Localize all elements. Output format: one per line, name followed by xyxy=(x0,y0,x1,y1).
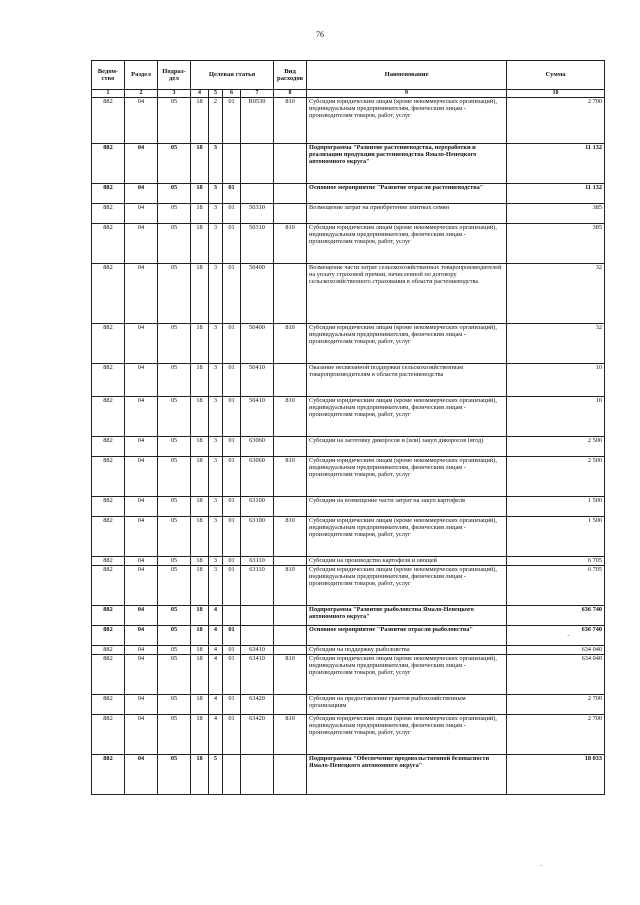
cell-target-4: 50400 xyxy=(241,324,274,364)
budget-table xyxy=(91,60,605,795)
cell-expense-type xyxy=(274,437,307,457)
cell-ministry: 882 xyxy=(92,457,125,497)
cell-target-2: 3 xyxy=(209,557,223,566)
cell-target-3: 01 xyxy=(223,224,241,264)
cell-section: 04 xyxy=(125,606,158,626)
cell-target-4: 63060 xyxy=(241,437,274,457)
cell-target-2: 3 xyxy=(209,324,223,364)
page-number: 76 xyxy=(316,30,324,39)
cell-target-3 xyxy=(223,755,241,795)
cell-target-4: 63410 xyxy=(241,655,274,695)
cell-ministry: 882 xyxy=(92,144,125,184)
table-row xyxy=(92,204,605,224)
cell-expense-type: 810 xyxy=(274,397,307,437)
cell-sum: 636 740 xyxy=(507,626,605,646)
cell-subsection: 05 xyxy=(158,224,191,264)
cell-target-1: 18 xyxy=(191,517,209,557)
cell-name: Субсидии юридическим лицам (кроме некоммерческих организаций), индивидуальным предпринимателям, физическим лицам - производителям товаров, работ, услуг xyxy=(307,655,507,695)
cell-sum: 32 xyxy=(507,324,605,364)
cell-target-1: 18 xyxy=(191,98,209,144)
cell-subsection: 05 xyxy=(158,497,191,517)
cell-ministry: 882 xyxy=(92,646,125,655)
column-number: 3 xyxy=(158,90,191,98)
column-number-row xyxy=(92,90,605,98)
cell-target-3: 01 xyxy=(223,695,241,715)
cell-target-1: 18 xyxy=(191,457,209,497)
cell-ministry: 882 xyxy=(92,715,125,755)
cell-ministry: 882 xyxy=(92,497,125,517)
cell-sum: 18 033 xyxy=(507,755,605,795)
column-number: 6 xyxy=(223,90,241,98)
cell-target-1: 18 xyxy=(191,646,209,655)
cell-expense-type xyxy=(274,646,307,655)
cell-sum: 636 740 xyxy=(507,606,605,626)
cell-target-2: 3 xyxy=(209,497,223,517)
cell-target-3: 01 xyxy=(223,397,241,437)
cell-ministry: 882 xyxy=(92,755,125,795)
cell-name: Основное мероприятие "Развитие отрасли растениеводства" xyxy=(307,184,507,204)
column-number: 10 xyxy=(507,90,605,98)
cell-target-4: 50400 xyxy=(241,264,274,324)
cell-sum: 385 xyxy=(507,224,605,264)
cell-section: 04 xyxy=(125,457,158,497)
column-number: 2 xyxy=(125,90,158,98)
table-row xyxy=(92,695,605,715)
cell-target-2: 4 xyxy=(209,626,223,646)
cell-expense-type xyxy=(274,755,307,795)
column-number: 4 xyxy=(191,90,209,98)
cell-expense-type: 810 xyxy=(274,655,307,695)
cell-expense-type xyxy=(274,364,307,397)
cell-ministry: 882 xyxy=(92,264,125,324)
cell-target-3: 01 xyxy=(223,184,241,204)
cell-subsection: 05 xyxy=(158,264,191,324)
cell-name: Оказание несвязанной поддержки сельскохозяйственным товаропроизводителям в области растениеводства xyxy=(307,364,507,397)
cell-target-2: 3 xyxy=(209,397,223,437)
cell-target-2: 4 xyxy=(209,695,223,715)
cell-name: Субсидии юридическим лицам (кроме некоммерческих организаций), индивидуальным предпринимателям, физическим лицам - производителям товаров, работ, услуг xyxy=(307,98,507,144)
cell-name: Субсидии на производство картофеля и овощей xyxy=(307,557,507,566)
column-number: 1 xyxy=(92,90,125,98)
cell-target-3: 01 xyxy=(223,204,241,224)
cell-section: 04 xyxy=(125,557,158,566)
cell-expense-type xyxy=(274,144,307,184)
cell-target-4: 50310 xyxy=(241,224,274,264)
cell-target-2: 3 xyxy=(209,517,223,557)
cell-target-3: 01 xyxy=(223,364,241,397)
table-row xyxy=(92,626,605,646)
cell-target-1: 18 xyxy=(191,264,209,324)
cell-section: 04 xyxy=(125,695,158,715)
cell-name: Субсидии на предоставление грантов рыбохозяйственным организациям xyxy=(307,695,507,715)
cell-target-1: 18 xyxy=(191,397,209,437)
cell-target-3: 01 xyxy=(223,626,241,646)
cell-sum: 2 500 xyxy=(507,437,605,457)
cell-subsection: 05 xyxy=(158,557,191,566)
cell-target-2: 4 xyxy=(209,646,223,655)
table-row xyxy=(92,606,605,626)
cell-target-2: 5 xyxy=(209,755,223,795)
header-ministry: Ведом-ство xyxy=(92,61,125,90)
cell-expense-type xyxy=(274,606,307,626)
cell-name: Субсидии на заготовку дикоросов и (или) закуп дикоросов (ягод) xyxy=(307,437,507,457)
table-row xyxy=(92,557,605,566)
table-row xyxy=(92,98,605,144)
cell-target-3: 01 xyxy=(223,557,241,566)
cell-section: 04 xyxy=(125,566,158,606)
cell-sum: 2 500 xyxy=(507,457,605,497)
cell-sum: 11 132 xyxy=(507,184,605,204)
cell-ministry: 882 xyxy=(92,184,125,204)
cell-ministry: 882 xyxy=(92,324,125,364)
cell-subsection: 05 xyxy=(158,437,191,457)
cell-target-1: 18 xyxy=(191,437,209,457)
cell-section: 04 xyxy=(125,264,158,324)
cell-section: 04 xyxy=(125,364,158,397)
cell-target-3: 01 xyxy=(223,646,241,655)
cell-target-2: 3 xyxy=(209,566,223,606)
cell-section: 04 xyxy=(125,517,158,557)
cell-ministry: 882 xyxy=(92,224,125,264)
cell-sum: 1 500 xyxy=(507,517,605,557)
cell-name: Субсидии юридическим лицам (кроме некоммерческих организаций), индивидуальным предпринимателям, физическим лицам - производителям товаров, работ, услуг xyxy=(307,517,507,557)
cell-section: 04 xyxy=(125,715,158,755)
cell-subsection: 05 xyxy=(158,397,191,437)
cell-target-4: 63110 xyxy=(241,566,274,606)
cell-target-4: 63060 xyxy=(241,457,274,497)
cell-section: 04 xyxy=(125,497,158,517)
cell-section: 04 xyxy=(125,397,158,437)
cell-name: Возмещение части затрат сельскохозяйственных товаропроизводителей на уплату страховой премии, начисленной по договору сельскохозяйственного страхования в области растениеводства xyxy=(307,264,507,324)
scan-speck: · xyxy=(540,862,543,870)
cell-target-2: 2 xyxy=(209,98,223,144)
cell-expense-type xyxy=(274,626,307,646)
cell-subsection: 05 xyxy=(158,457,191,497)
cell-ministry: 882 xyxy=(92,566,125,606)
table-row xyxy=(92,437,605,457)
cell-subsection: 05 xyxy=(158,517,191,557)
cell-target-2: 4 xyxy=(209,655,223,695)
table-row xyxy=(92,517,605,557)
cell-subsection: 05 xyxy=(158,715,191,755)
cell-target-1: 18 xyxy=(191,606,209,626)
table-row xyxy=(92,715,605,755)
cell-target-4 xyxy=(241,626,274,646)
cell-section: 04 xyxy=(125,204,158,224)
header-target-article: Целевая статья xyxy=(191,61,274,90)
cell-subsection: 05 xyxy=(158,324,191,364)
header-sum: Сумма xyxy=(507,61,605,90)
cell-target-3: 01 xyxy=(223,715,241,755)
cell-section: 04 xyxy=(125,144,158,184)
cell-sum: 6 705 xyxy=(507,557,605,566)
cell-target-1: 18 xyxy=(191,695,209,715)
cell-target-4: 50410 xyxy=(241,364,274,397)
cell-section: 04 xyxy=(125,626,158,646)
cell-name: Субсидии на поддержку рыболовства xyxy=(307,646,507,655)
cell-expense-type xyxy=(274,264,307,324)
cell-target-1: 18 xyxy=(191,184,209,204)
cell-ministry: 882 xyxy=(92,606,125,626)
cell-sum: 2 700 xyxy=(507,715,605,755)
cell-target-3: 01 xyxy=(223,497,241,517)
cell-subsection: 05 xyxy=(158,566,191,606)
table-row xyxy=(92,646,605,655)
cell-ministry: 882 xyxy=(92,98,125,144)
cell-target-4: R0530 xyxy=(241,98,274,144)
cell-target-1: 18 xyxy=(191,655,209,695)
table-row xyxy=(92,397,605,437)
cell-target-2: 4 xyxy=(209,715,223,755)
cell-target-2: 3 xyxy=(209,437,223,457)
header-row xyxy=(92,61,605,90)
table-row xyxy=(92,184,605,204)
cell-subsection: 05 xyxy=(158,755,191,795)
cell-subsection: 05 xyxy=(158,646,191,655)
scan-speck: · xyxy=(567,632,570,640)
cell-target-4: 50310 xyxy=(241,204,274,224)
cell-target-1: 18 xyxy=(191,497,209,517)
cell-expense-type xyxy=(274,695,307,715)
cell-target-2: 3 xyxy=(209,144,223,184)
cell-sum: 2 700 xyxy=(507,98,605,144)
cell-ministry: 882 xyxy=(92,364,125,397)
cell-name: Субсидии юридическим лицам (кроме некоммерческих организаций), индивидуальным предпринимателям, физическим лицам - производителям товаров, работ, услуг xyxy=(307,324,507,364)
cell-target-3: 01 xyxy=(223,517,241,557)
cell-section: 04 xyxy=(125,655,158,695)
header-subsection: Подраз-дел xyxy=(158,61,191,90)
table-row xyxy=(92,224,605,264)
table-row xyxy=(92,655,605,695)
cell-target-3: 01 xyxy=(223,566,241,606)
cell-subsection: 05 xyxy=(158,204,191,224)
cell-subsection: 05 xyxy=(158,364,191,397)
cell-sum: 10 xyxy=(507,364,605,397)
cell-name: Подпрограмма "Развитие рыболовства Ямало-Ненецкого автономного округа" xyxy=(307,606,507,626)
cell-target-1: 18 xyxy=(191,557,209,566)
cell-target-3: 01 xyxy=(223,655,241,695)
cell-subsection: 05 xyxy=(158,606,191,626)
cell-target-2: 3 xyxy=(209,204,223,224)
cell-sum: 634 040 xyxy=(507,655,605,695)
cell-target-4: 63110 xyxy=(241,557,274,566)
cell-target-2: 3 xyxy=(209,457,223,497)
cell-sum: 1 500 xyxy=(507,497,605,517)
cell-sum: 11 132 xyxy=(507,144,605,184)
cell-target-4: 63100 xyxy=(241,497,274,517)
cell-expense-type: 810 xyxy=(274,457,307,497)
cell-ministry: 882 xyxy=(92,204,125,224)
header-name: Наименование xyxy=(307,61,507,90)
cell-target-1: 18 xyxy=(191,364,209,397)
cell-expense-type: 810 xyxy=(274,517,307,557)
cell-expense-type: 810 xyxy=(274,224,307,264)
cell-target-4 xyxy=(241,606,274,626)
cell-section: 04 xyxy=(125,98,158,144)
table-row xyxy=(92,324,605,364)
cell-ministry: 882 xyxy=(92,397,125,437)
cell-target-3: 01 xyxy=(223,264,241,324)
cell-target-1: 18 xyxy=(191,224,209,264)
cell-ministry: 882 xyxy=(92,695,125,715)
cell-name: Субсидии юридическим лицам (кроме некоммерческих организаций), индивидуальным предпринимателям, физическим лицам - производителям товаров, работ, услуг xyxy=(307,566,507,606)
cell-target-1: 18 xyxy=(191,715,209,755)
cell-target-4 xyxy=(241,184,274,204)
cell-section: 04 xyxy=(125,646,158,655)
table-row xyxy=(92,755,605,795)
cell-expense-type: 810 xyxy=(274,566,307,606)
cell-target-1: 18 xyxy=(191,324,209,364)
cell-expense-type xyxy=(274,184,307,204)
cell-subsection: 05 xyxy=(158,655,191,695)
column-number: 8 xyxy=(274,90,307,98)
cell-sum: 32 xyxy=(507,264,605,324)
cell-sum: 10 xyxy=(507,397,605,437)
table-row xyxy=(92,264,605,324)
cell-target-4: 63420 xyxy=(241,695,274,715)
cell-expense-type: 810 xyxy=(274,324,307,364)
cell-target-2: 3 xyxy=(209,264,223,324)
cell-sum: 385 xyxy=(507,204,605,224)
table-row xyxy=(92,364,605,397)
cell-name: Субсидии юридическим лицам (кроме некоммерческих организаций), индивидуальным предпринимателям, физическим лицам - производителям товаров, работ, услуг xyxy=(307,397,507,437)
cell-section: 04 xyxy=(125,755,158,795)
cell-ministry: 882 xyxy=(92,655,125,695)
cell-target-1: 18 xyxy=(191,626,209,646)
cell-target-4: 63420 xyxy=(241,715,274,755)
cell-subsection: 05 xyxy=(158,626,191,646)
cell-ministry: 882 xyxy=(92,517,125,557)
cell-expense-type: 810 xyxy=(274,715,307,755)
header-section: Раздел xyxy=(125,61,158,90)
cell-expense-type: 810 xyxy=(274,98,307,144)
cell-target-3: 01 xyxy=(223,324,241,364)
cell-section: 04 xyxy=(125,224,158,264)
cell-target-2: 3 xyxy=(209,224,223,264)
cell-ministry: 882 xyxy=(92,557,125,566)
cell-target-1: 18 xyxy=(191,566,209,606)
cell-target-2: 4 xyxy=(209,606,223,626)
cell-target-1: 18 xyxy=(191,204,209,224)
cell-name: Субсидии юридическим лицам (кроме некоммерческих организаций), индивидуальным предпринимателям, физическим лицам - производителям товаров, работ, услуг xyxy=(307,224,507,264)
cell-section: 04 xyxy=(125,324,158,364)
cell-target-3 xyxy=(223,144,241,184)
cell-target-4: 63410 xyxy=(241,646,274,655)
table-row xyxy=(92,497,605,517)
cell-target-1: 18 xyxy=(191,144,209,184)
header-expense-type: Вид расходов xyxy=(274,61,307,90)
cell-expense-type xyxy=(274,497,307,517)
cell-name: Основное мероприятие "Развитие отрасли рыболовства" xyxy=(307,626,507,646)
cell-section: 04 xyxy=(125,184,158,204)
cell-target-3 xyxy=(223,606,241,626)
column-number: 7 xyxy=(241,90,274,98)
cell-target-3: 01 xyxy=(223,98,241,144)
table-row xyxy=(92,144,605,184)
cell-sum: 634 040 xyxy=(507,646,605,655)
cell-target-4 xyxy=(241,144,274,184)
cell-name: Подпрограмма "Обеспечение продовольственной безопасности Ямало-Ненецкого автономного округа" xyxy=(307,755,507,795)
cell-target-4: 63100 xyxy=(241,517,274,557)
column-number: 5 xyxy=(209,90,223,98)
cell-name: Субсидии на возмещение части затрат на закуп картофеля xyxy=(307,497,507,517)
cell-target-3: 01 xyxy=(223,457,241,497)
cell-target-4: 50410 xyxy=(241,397,274,437)
table-row xyxy=(92,457,605,497)
cell-target-1: 18 xyxy=(191,755,209,795)
cell-target-4 xyxy=(241,755,274,795)
cell-ministry: 882 xyxy=(92,437,125,457)
cell-target-3: 01 xyxy=(223,437,241,457)
column-number: 9 xyxy=(307,90,507,98)
cell-sum: 2 700 xyxy=(507,695,605,715)
cell-subsection: 05 xyxy=(158,184,191,204)
cell-subsection: 05 xyxy=(158,144,191,184)
cell-subsection: 05 xyxy=(158,98,191,144)
cell-name: Возмещение затрат на приобретение элитных семян xyxy=(307,204,507,224)
cell-name: Субсидии юридическим лицам (кроме некоммерческих организаций), индивидуальным предпринимателям, физическим лицам - производителям товаров, работ, услуг xyxy=(307,457,507,497)
cell-name: Субсидии юридическим лицам (кроме некоммерческих организаций), индивидуальным предпринимателям, физическим лицам - производителям товаров, работ, услуг xyxy=(307,715,507,755)
cell-target-2: 3 xyxy=(209,184,223,204)
cell-sum: 6 705 xyxy=(507,566,605,606)
cell-section: 04 xyxy=(125,437,158,457)
cell-expense-type xyxy=(274,204,307,224)
cell-name: Подпрограмма "Развитие растениеводства, переработки и реализации продукции растениеводства Ямало-Ненецкого автономного округа" xyxy=(307,144,507,184)
cell-ministry: 882 xyxy=(92,626,125,646)
cell-expense-type xyxy=(274,557,307,566)
table-row xyxy=(92,566,605,606)
cell-subsection: 05 xyxy=(158,695,191,715)
cell-target-2: 3 xyxy=(209,364,223,397)
